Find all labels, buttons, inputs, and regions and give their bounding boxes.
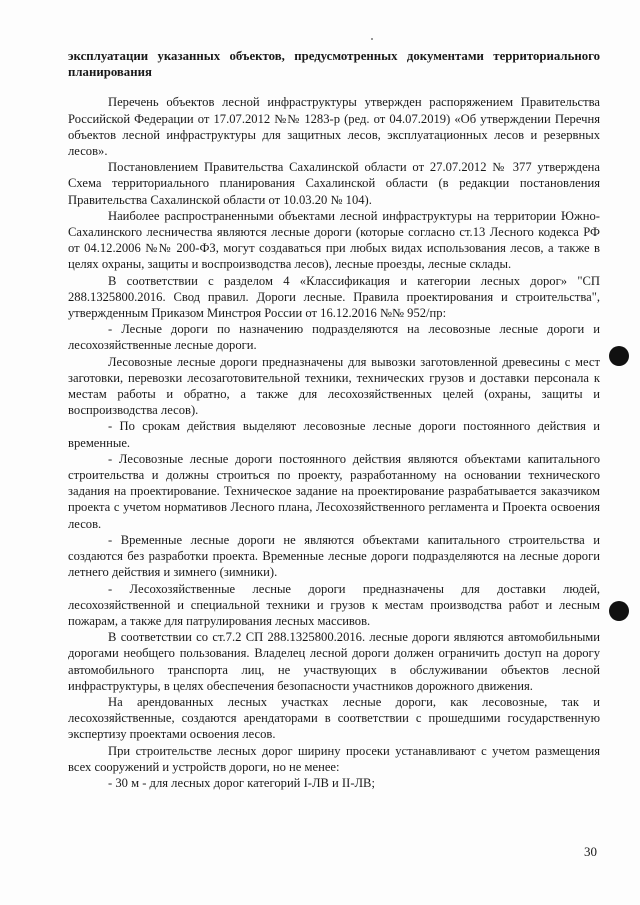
paragraph-10: - Лесохозяйственные лесные дороги предназначены для доставки людей, лесохозяйственной и специальной техники и грузов к местам производства работ и лесным пожарам, а также для патрулирования лесных массивов. — [68, 581, 600, 628]
page-number: 30 — [584, 844, 597, 859]
section-heading: эксплуатации указанных объектов, предусмотренных документами территориального планирования — [68, 49, 600, 80]
paragraph-7: - По срокам действия выделяют лесовозные лесные дороги постоянного действия и временные. — [68, 419, 600, 450]
paragraph-13: При строительстве лесных дорог ширину просеки устанавливают с учетом размещения всех сооружений и устройств дороги, но не менее: — [68, 743, 600, 774]
paragraph-1: Перечень объектов лесной инфраструктуры утвержден распоряжением Правительства Российской Федерации от 17.07.2012 №№ 1283-р (ред. от 04.07.2019) «Об утверждении Перечня объектов лесной инфраструктуры для защитных лесов, эксплуатационных лесов и резервных лесов». — [68, 95, 600, 159]
paragraph-11: В соответствии со ст.7.2 СП 288.1325800.2016. лесные дороги являются автомобильными дорогами необщего пользования. Владелец лесной дороги должен ограничить доступ на дорогу автомобильного транспорта лиц, не участвующих в обслуживании объектов лесной инфраструктуры, в целях обеспечения безопасности участников дорожного движения. — [68, 630, 600, 693]
binder-hole-bottom — [609, 601, 629, 621]
scan-speck — [371, 38, 373, 40]
paragraph-5: - Лесные дороги по назначению подразделяются на лесовозные лесные дороги и лесохозяйственные лесные дороги. — [68, 322, 600, 353]
paragraph-6: Лесовозные лесные дороги предназначены для вывозки заготовленной древесины с мест заготовки, перевозки лесозаготовительной техники, технических грузов и доставки персонала к местам работы и обратно, а также для лесохозяйственных целей (охраны, защиты и воспроизводства лесов). — [68, 354, 600, 418]
paragraph-3: Наиболее распространенными объектами лесной инфраструктуры на территории Южно-Сахалинского лесничества являются лесные дороги (которые согласно ст.13 Лесного кодекса РФ от 04.12.2006 №№ 200-ФЗ, могут создаваться при любых видах использования лесов, а также в целях охраны, защиты и воспроизводства лесов), лесные проезды, лесные склады. — [68, 208, 600, 272]
paragraph-2: Постановлением Правительства Сахалинской области от 27.07.2012 № 377 утверждена Схема территориального планирования Сахалинской области (в редакции постановления Правительства Сахалинской области от 10.03.20 № 104). — [68, 160, 600, 207]
paragraph-12: На арендованных лесных участках лесные дороги, как лесовозные, так и лесохозяйственные, создаются арендаторами в соответствии с прошедшими государственную экспертизу проектами освоения лесов. — [68, 694, 600, 742]
page-content — [68, 48, 600, 791]
paragraph-9: - Временные лесные дороги не являются объектами капитального строительства и создаются без разработки проекта. Временные лесные дороги подразделяются на лесные дороги летнего действия и зимнего (зимники). — [68, 532, 600, 580]
paragraph-14: - 30 м - для лесных дорог категорий I-ЛВ и II-ЛВ; — [108, 775, 375, 790]
binder-hole-top — [609, 346, 629, 366]
paragraph-8: - Лесовозные лесные дороги постоянного действия являются объектами капитального строительства и должны строиться по проекту, разработанному на основании технического задания на проектирование. Техническое задание на проектирование разрабатывается заказчиком проекта с учетом нормативов Лесного плана, Лесохозяйственного регламента и Проекта освоения лесов. — [68, 451, 600, 531]
paragraph-4: В соответствии с разделом 4 «Классификация и категории лесных дорог» "СП 288.1325800.2016. Свод правил. Дороги лесные. Правила проектирования и строительства", утвержденным Приказом Минстроя России от 16.12.2016 №№ 952/пр: — [68, 273, 600, 321]
